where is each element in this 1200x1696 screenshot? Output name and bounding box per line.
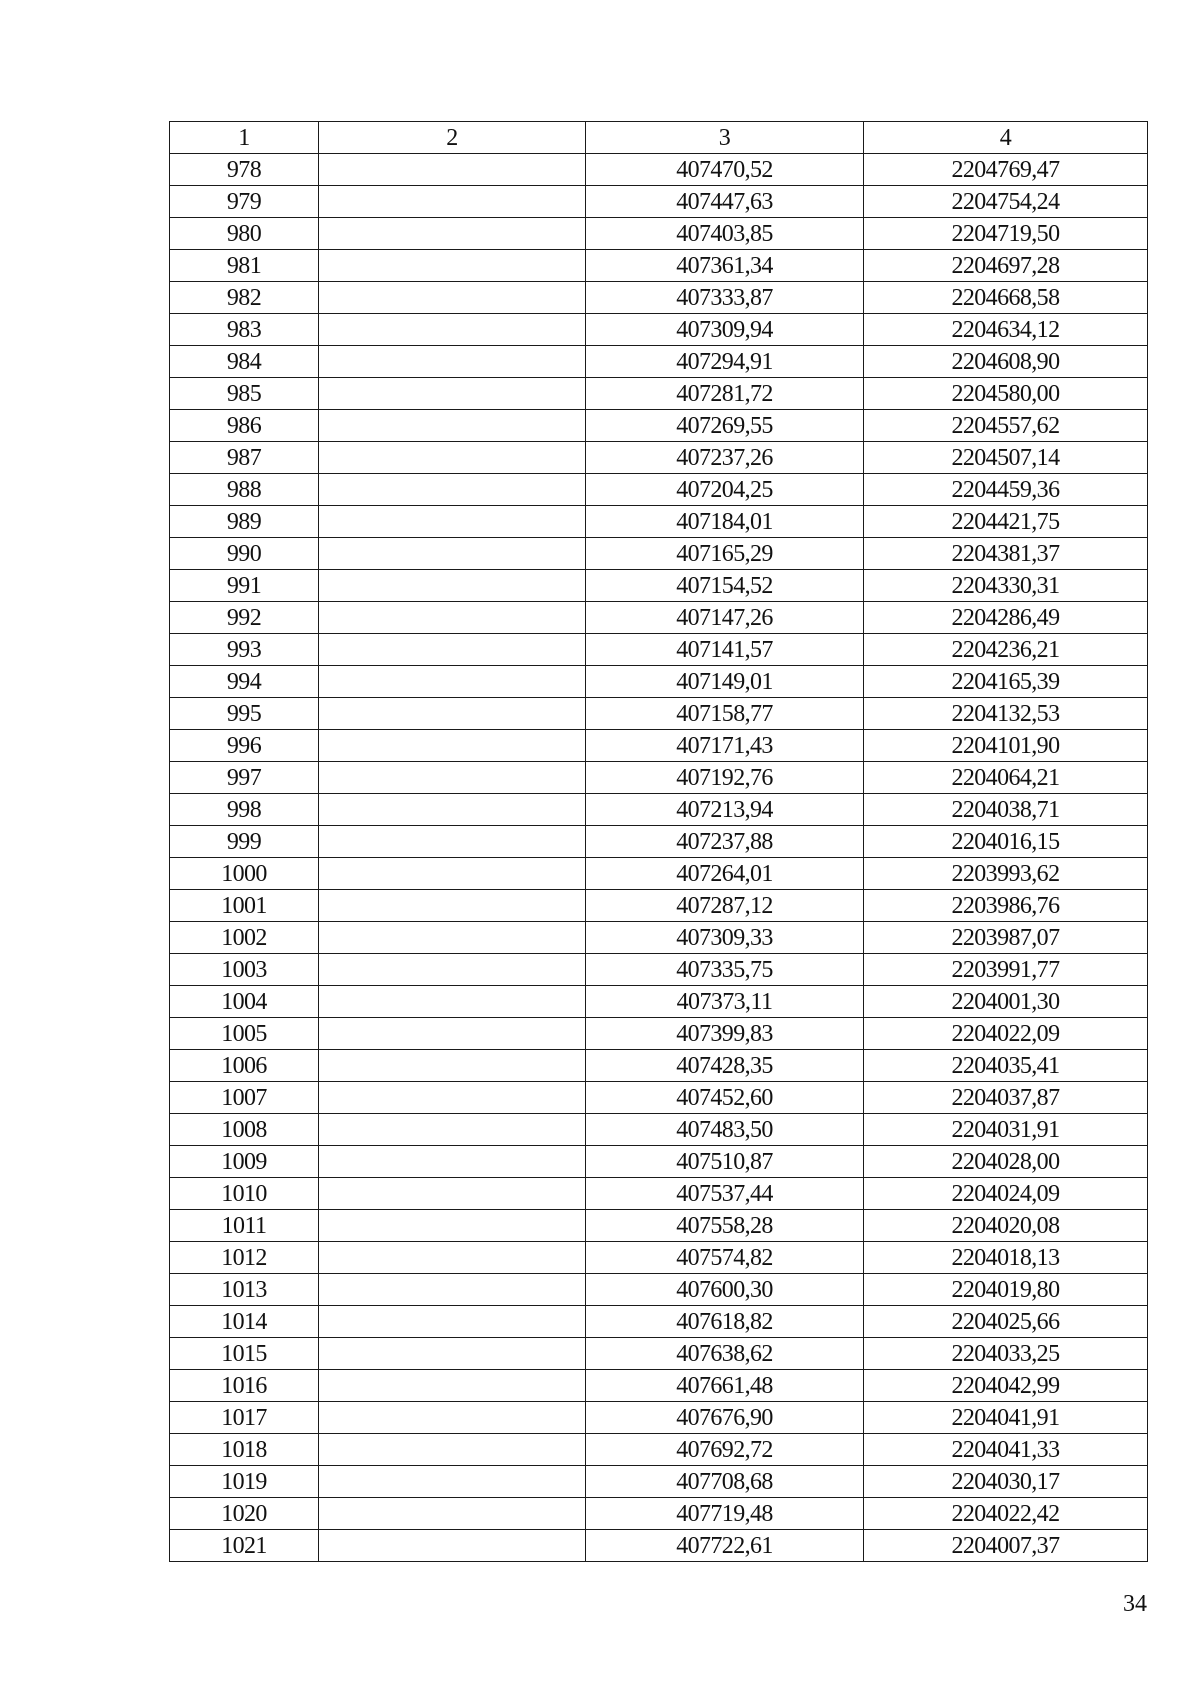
x-coordinate-cell: 407237,26: [586, 442, 864, 474]
y-coordinate-cell: 2204165,39: [864, 666, 1148, 698]
table-row: [170, 1274, 1148, 1306]
x-coordinate-cell: 407149,01: [586, 666, 864, 698]
empty-cell: [319, 698, 586, 730]
y-coordinate-cell: 2204019,80: [864, 1274, 1148, 1306]
x-coordinate-cell: 407264,01: [586, 858, 864, 890]
table-row: [170, 698, 1148, 730]
point-number-cell: 1002: [170, 922, 319, 954]
table-row: [170, 570, 1148, 602]
y-coordinate-cell: 2204025,66: [864, 1306, 1148, 1338]
point-number-cell: 991: [170, 570, 319, 602]
y-coordinate-cell: 2204016,15: [864, 826, 1148, 858]
table-row: [170, 346, 1148, 378]
x-coordinate-cell: 407661,48: [586, 1370, 864, 1402]
x-coordinate-cell: 407335,75: [586, 954, 864, 986]
empty-cell: [319, 1466, 586, 1498]
point-number-cell: 1018: [170, 1434, 319, 1466]
y-coordinate-cell: 2204507,14: [864, 442, 1148, 474]
y-coordinate-cell: 2204236,21: [864, 634, 1148, 666]
table-row: [170, 314, 1148, 346]
y-coordinate-cell: 2204634,12: [864, 314, 1148, 346]
table-row: [170, 1466, 1148, 1498]
y-coordinate-cell: 2204719,50: [864, 218, 1148, 250]
y-coordinate-cell: 2204018,13: [864, 1242, 1148, 1274]
empty-cell: [319, 602, 586, 634]
empty-cell: [319, 538, 586, 570]
y-coordinate-cell: 2204769,47: [864, 154, 1148, 186]
table-row: [170, 986, 1148, 1018]
x-coordinate-cell: 407141,57: [586, 634, 864, 666]
point-number-cell: 986: [170, 410, 319, 442]
x-coordinate-cell: 407483,50: [586, 1114, 864, 1146]
table-row: [170, 250, 1148, 282]
empty-cell: [319, 1274, 586, 1306]
empty-cell: [319, 1242, 586, 1274]
empty-cell: [319, 442, 586, 474]
empty-cell: [319, 1114, 586, 1146]
x-coordinate-cell: 407399,83: [586, 1018, 864, 1050]
point-number-cell: 992: [170, 602, 319, 634]
empty-cell: [319, 986, 586, 1018]
empty-cell: [319, 858, 586, 890]
y-coordinate-cell: 2204022,09: [864, 1018, 1148, 1050]
empty-cell: [319, 954, 586, 986]
x-coordinate-cell: 407722,61: [586, 1530, 864, 1562]
y-coordinate-cell: 2204031,91: [864, 1114, 1148, 1146]
point-number-cell: 1001: [170, 890, 319, 922]
point-number-cell: 979: [170, 186, 319, 218]
y-coordinate-cell: 2204697,28: [864, 250, 1148, 282]
point-number-cell: 993: [170, 634, 319, 666]
empty-cell: [319, 762, 586, 794]
empty-cell: [319, 890, 586, 922]
x-coordinate-cell: 407281,72: [586, 378, 864, 410]
x-coordinate-cell: 407287,12: [586, 890, 864, 922]
empty-cell: [319, 1338, 586, 1370]
point-number-cell: 1005: [170, 1018, 319, 1050]
point-number-cell: 983: [170, 314, 319, 346]
point-number-cell: 1017: [170, 1402, 319, 1434]
header-cell-col4: 4: [864, 122, 1148, 154]
y-coordinate-cell: 2204330,31: [864, 570, 1148, 602]
point-number-cell: 1020: [170, 1498, 319, 1530]
point-number-cell: 999: [170, 826, 319, 858]
table-row: [170, 1498, 1148, 1530]
point-number-cell: 1010: [170, 1178, 319, 1210]
x-coordinate-cell: 407147,26: [586, 602, 864, 634]
y-coordinate-cell: 2204030,17: [864, 1466, 1148, 1498]
y-coordinate-cell: 2204421,75: [864, 506, 1148, 538]
x-coordinate-cell: 407309,94: [586, 314, 864, 346]
empty-cell: [319, 570, 586, 602]
table-row: [170, 410, 1148, 442]
point-number-cell: 987: [170, 442, 319, 474]
table-row: [170, 1082, 1148, 1114]
x-coordinate-cell: 407676,90: [586, 1402, 864, 1434]
point-number-cell: 1008: [170, 1114, 319, 1146]
x-coordinate-cell: 407309,33: [586, 922, 864, 954]
empty-cell: [319, 826, 586, 858]
y-coordinate-cell: 2204132,53: [864, 698, 1148, 730]
point-number-cell: 1013: [170, 1274, 319, 1306]
x-coordinate-cell: 407692,72: [586, 1434, 864, 1466]
x-coordinate-cell: 407361,34: [586, 250, 864, 282]
x-coordinate-cell: 407154,52: [586, 570, 864, 602]
empty-cell: [319, 186, 586, 218]
point-number-cell: 1003: [170, 954, 319, 986]
point-number-cell: 1019: [170, 1466, 319, 1498]
table-row: [170, 922, 1148, 954]
y-coordinate-cell: 2203987,07: [864, 922, 1148, 954]
table-row: [170, 474, 1148, 506]
x-coordinate-cell: 407269,55: [586, 410, 864, 442]
y-coordinate-cell: 2204754,24: [864, 186, 1148, 218]
table-row: [170, 154, 1148, 186]
table-row: [170, 1114, 1148, 1146]
empty-cell: [319, 282, 586, 314]
point-number-cell: 998: [170, 794, 319, 826]
point-number-cell: 1007: [170, 1082, 319, 1114]
empty-cell: [319, 1370, 586, 1402]
empty-cell: [319, 666, 586, 698]
y-coordinate-cell: 2204042,99: [864, 1370, 1148, 1402]
x-coordinate-cell: 407719,48: [586, 1498, 864, 1530]
table-row: [170, 186, 1148, 218]
x-coordinate-cell: 407537,44: [586, 1178, 864, 1210]
x-coordinate-cell: 407600,30: [586, 1274, 864, 1306]
empty-cell: [319, 1018, 586, 1050]
point-number-cell: 985: [170, 378, 319, 410]
point-number-cell: 989: [170, 506, 319, 538]
point-number-cell: 1014: [170, 1306, 319, 1338]
point-number-cell: 1012: [170, 1242, 319, 1274]
table-row: [170, 1050, 1148, 1082]
table-row: [170, 730, 1148, 762]
empty-cell: [319, 218, 586, 250]
empty-cell: [319, 346, 586, 378]
x-coordinate-cell: 407708,68: [586, 1466, 864, 1498]
point-number-cell: 1000: [170, 858, 319, 890]
point-number-cell: 981: [170, 250, 319, 282]
table-row: [170, 890, 1148, 922]
table-row: [170, 826, 1148, 858]
y-coordinate-cell: 2204557,62: [864, 410, 1148, 442]
table-row: [170, 602, 1148, 634]
table-row: [170, 1434, 1148, 1466]
empty-cell: [319, 1050, 586, 1082]
y-coordinate-cell: 2204028,00: [864, 1146, 1148, 1178]
point-number-cell: 990: [170, 538, 319, 570]
x-coordinate-cell: 407403,85: [586, 218, 864, 250]
table-row: [170, 1530, 1148, 1562]
header-cell-col3: 3: [586, 122, 864, 154]
point-number-cell: 1011: [170, 1210, 319, 1242]
y-coordinate-cell: 2204038,71: [864, 794, 1148, 826]
table-row: [170, 1210, 1148, 1242]
y-coordinate-cell: 2203986,76: [864, 890, 1148, 922]
page-number: 34: [1123, 1591, 1147, 1617]
x-coordinate-cell: 407447,63: [586, 186, 864, 218]
y-coordinate-cell: 2204033,25: [864, 1338, 1148, 1370]
x-coordinate-cell: 407171,43: [586, 730, 864, 762]
table-row: [170, 218, 1148, 250]
x-coordinate-cell: 407638,62: [586, 1338, 864, 1370]
x-coordinate-cell: 407192,76: [586, 762, 864, 794]
y-coordinate-cell: 2204459,36: [864, 474, 1148, 506]
table-row: [170, 1402, 1148, 1434]
point-number-cell: 1021: [170, 1530, 319, 1562]
table-row: [170, 954, 1148, 986]
point-number-cell: 984: [170, 346, 319, 378]
header-cell-col2: 2: [319, 122, 586, 154]
empty-cell: [319, 1434, 586, 1466]
x-coordinate-cell: 407618,82: [586, 1306, 864, 1338]
y-coordinate-cell: 2204041,33: [864, 1434, 1148, 1466]
y-coordinate-cell: 2203993,62: [864, 858, 1148, 890]
x-coordinate-cell: 407237,88: [586, 826, 864, 858]
table-row: [170, 442, 1148, 474]
point-number-cell: 988: [170, 474, 319, 506]
table-row: [170, 1146, 1148, 1178]
x-coordinate-cell: 407558,28: [586, 1210, 864, 1242]
point-number-cell: 978: [170, 154, 319, 186]
y-coordinate-cell: 2204286,49: [864, 602, 1148, 634]
table-row: [170, 1370, 1148, 1402]
point-number-cell: 997: [170, 762, 319, 794]
y-coordinate-cell: 2204668,58: [864, 282, 1148, 314]
table-row: [170, 282, 1148, 314]
table-row: [170, 538, 1148, 570]
y-coordinate-cell: 2204001,30: [864, 986, 1148, 1018]
x-coordinate-cell: 407373,11: [586, 986, 864, 1018]
point-number-cell: 1006: [170, 1050, 319, 1082]
empty-cell: [319, 730, 586, 762]
point-number-cell: 1009: [170, 1146, 319, 1178]
table-row: [170, 762, 1148, 794]
empty-cell: [319, 474, 586, 506]
table-row: [170, 634, 1148, 666]
x-coordinate-cell: 407510,87: [586, 1146, 864, 1178]
table-row: [170, 794, 1148, 826]
point-number-cell: 1015: [170, 1338, 319, 1370]
y-coordinate-cell: 2204020,08: [864, 1210, 1148, 1242]
coordinates-table: [169, 121, 1148, 1562]
empty-cell: [319, 794, 586, 826]
point-number-cell: 980: [170, 218, 319, 250]
empty-cell: [319, 250, 586, 282]
header-cell-col1: 1: [170, 122, 319, 154]
x-coordinate-cell: 407184,01: [586, 506, 864, 538]
x-coordinate-cell: 407294,91: [586, 346, 864, 378]
y-coordinate-cell: 2204022,42: [864, 1498, 1148, 1530]
table-body: [170, 122, 1148, 1562]
empty-cell: [319, 1178, 586, 1210]
empty-cell: [319, 922, 586, 954]
y-coordinate-cell: 2204041,91: [864, 1402, 1148, 1434]
empty-cell: [319, 1082, 586, 1114]
x-coordinate-cell: 407452,60: [586, 1082, 864, 1114]
y-coordinate-cell: 2204580,00: [864, 378, 1148, 410]
table-row: [170, 1338, 1148, 1370]
table-row: [170, 666, 1148, 698]
point-number-cell: 982: [170, 282, 319, 314]
y-coordinate-cell: 2204035,41: [864, 1050, 1148, 1082]
x-coordinate-cell: 407204,25: [586, 474, 864, 506]
y-coordinate-cell: 2204024,09: [864, 1178, 1148, 1210]
table-row: [170, 1178, 1148, 1210]
y-coordinate-cell: 2203991,77: [864, 954, 1148, 986]
empty-cell: [319, 1146, 586, 1178]
empty-cell: [319, 378, 586, 410]
x-coordinate-cell: 407165,29: [586, 538, 864, 570]
empty-cell: [319, 506, 586, 538]
empty-cell: [319, 1306, 586, 1338]
x-coordinate-cell: 407574,82: [586, 1242, 864, 1274]
point-number-cell: 1004: [170, 986, 319, 1018]
point-number-cell: 1016: [170, 1370, 319, 1402]
table-row: [170, 858, 1148, 890]
x-coordinate-cell: 407333,87: [586, 282, 864, 314]
y-coordinate-cell: 2204608,90: [864, 346, 1148, 378]
empty-cell: [319, 410, 586, 442]
y-coordinate-cell: 2204064,21: [864, 762, 1148, 794]
table-row: [170, 1306, 1148, 1338]
header-row: [170, 122, 1148, 154]
table-row: [170, 1018, 1148, 1050]
x-coordinate-cell: 407213,94: [586, 794, 864, 826]
y-coordinate-cell: 2204037,87: [864, 1082, 1148, 1114]
x-coordinate-cell: 407470,52: [586, 154, 864, 186]
empty-cell: [319, 1530, 586, 1562]
empty-cell: [319, 634, 586, 666]
y-coordinate-cell: 2204101,90: [864, 730, 1148, 762]
empty-cell: [319, 1210, 586, 1242]
empty-cell: [319, 154, 586, 186]
table-row: [170, 506, 1148, 538]
empty-cell: [319, 1402, 586, 1434]
table-row: [170, 1242, 1148, 1274]
table-row: [170, 378, 1148, 410]
empty-cell: [319, 314, 586, 346]
point-number-cell: 996: [170, 730, 319, 762]
point-number-cell: 995: [170, 698, 319, 730]
x-coordinate-cell: 407158,77: [586, 698, 864, 730]
empty-cell: [319, 1498, 586, 1530]
x-coordinate-cell: 407428,35: [586, 1050, 864, 1082]
y-coordinate-cell: 2204381,37: [864, 538, 1148, 570]
point-number-cell: 994: [170, 666, 319, 698]
y-coordinate-cell: 2204007,37: [864, 1530, 1148, 1562]
